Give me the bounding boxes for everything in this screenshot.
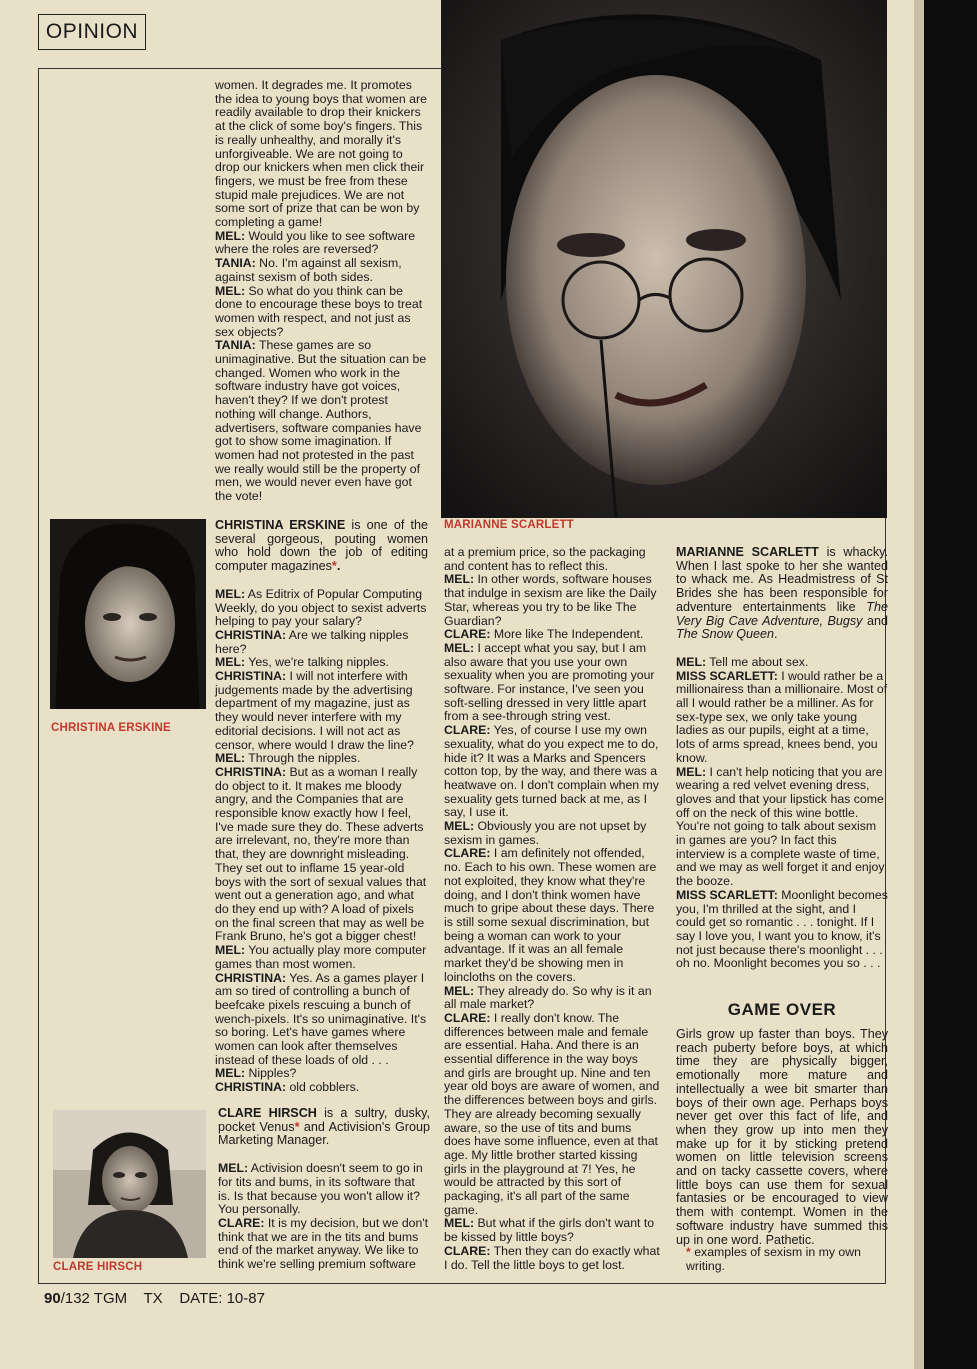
dialogue-line: MEL: Activision doesn't seem to go in for tits and bums, in its software that is. Is that because you won't allow it? You personally. bbox=[218, 1161, 423, 1217]
col1-top-text bbox=[215, 79, 428, 504]
dialogue-line: CLARE: Yes, of course I use my own sexuality, what do you expect me to do, hide it? It was a Marks and Spencers cotton top, by the way, and there was a heatwave on. I don't complain when my sexuality gets turned back at me, as I say, I use it. bbox=[444, 723, 659, 820]
dialogue-line: MEL: Tell me about sex. bbox=[676, 654, 809, 669]
dialogue-line: MEL: I accept what you say, but I am also aware that you use your own sexuality when you are promoting your software. For instance, I've seen you soft-selling dressed in very little apart from a see-through string vest. bbox=[444, 640, 655, 724]
christina-interview bbox=[215, 519, 428, 1095]
clare-photo bbox=[53, 1110, 206, 1258]
dialogue-line: TANIA: These games are so unimaginative. But the situation can be changed. Women who work in the software industry have got voices, haven't they? If we don't protest nothing will change. Authors, advertisers, software companies have got to show some imagination. If women had not protested in the past we really would still be the property of men, we would never even have got the vote! bbox=[215, 338, 427, 504]
clare-intro: CLARE HIRSCH is a sultry, dusky, pocket Venus* and Activision's Group Marketing Manager. bbox=[218, 1106, 431, 1148]
paragraph: women. It degrades me. It promotes the idea to young boys that women are readily available to drop their knickers at the click of some boy's fingers. This is really unhealthy, and morally it's unforgiveable. We are not going to drop our knickers when men click their fingers, we must be free from these stupid male prejudices. We are not some sort of prize that can be won by completing a game! bbox=[215, 78, 427, 230]
dialogue-line: MEL: I can't help noticing that you are wearing a red velvet evening dress, gloves and that your lipstick has come off on the neck of this wine bottle. You're not going to talk about sexism in games are you? In fact this interview is a complete waste of time, and we may as well forget it and enjoy the booze. bbox=[676, 764, 885, 889]
marianne-photo bbox=[441, 0, 887, 518]
dialogue-line: MEL: Would you like to see software where the roles are reversed? bbox=[215, 228, 416, 257]
footer-info: /132 TGM TX DATE: 10-87 bbox=[60, 1290, 265, 1307]
dialogue-line: MISS SCARLETT: I would rather be a millionairess than a millionaire. Most of all I would rather be a milliner. As for sex-type sex, we only take young ladies as our pupils, eight at a time, lots of arms spread, knees bend, you know. bbox=[676, 668, 888, 765]
dialogue-line: MEL: Yes, we're talking nipples. bbox=[215, 655, 389, 670]
dialogue-line: MEL: In other words, software houses that indulge in sexism are like the Daily Star, whereas you try to be like The Guardian? bbox=[444, 572, 657, 628]
christina-caption: CHRISTINA ERSKINE bbox=[51, 722, 171, 734]
clare-portrait-image bbox=[53, 1110, 206, 1258]
dialogue-line: MISS SCARLETT: Moonlight becomes you, I'm thrilled at the sight, and I could get so romantic . . . tonight. If I say I love you, I want you to know, it's not just because there's moonlight . . . oh no. Moonlight becomes you so . . . bbox=[676, 887, 888, 971]
clare-interview bbox=[218, 1107, 430, 1272]
page-number: 90 bbox=[44, 1290, 61, 1307]
dialogue-line: CLARE: More like The Independent. bbox=[444, 627, 644, 642]
dialogue-line: MEL: They already do. So why is it an all male market? bbox=[444, 983, 652, 1012]
dialogue-line: TANIA: No. I'm against all sexism, against sexism of both sides. bbox=[215, 256, 402, 284]
dialogue-line: CHRISTINA: Are we talking nipples here? bbox=[215, 627, 409, 656]
col3-text bbox=[444, 546, 660, 1272]
dialogue-line: CLARE: Then they can do exactly what I do. Tell the little boys to get lost. bbox=[444, 1243, 660, 1272]
footnote: * examples of sexism in my own writing. bbox=[686, 1245, 861, 1273]
dialogue-line: CHRISTINA: I will not interfere with judgements made by the advertising department of my magazine, just as they would never interfere with my editorial decisions. I will not act as censor, where would I draw the line? bbox=[215, 669, 414, 752]
game-over-text: Girls grow up faster than boys. They reach puberty before boys, at which time they are physically bigger, emotionally more mature and intellectually a wee bit smarter than boys of their own age. Perhaps boys never get over this fact of life, and when they grow up into men they make up for it by sticking pretend women on little television screens and on tacky cassette covers, where little boys can use them for sexual fantasies or be encouraged to view them with contempt. Women in the software industry have summed this up in one word. Pathetic. bbox=[676, 1027, 888, 1247]
christina-photo bbox=[50, 519, 206, 718]
dialogue-line: CLARE: I am definitely not offended, no. Each to his own. These women are not exploited, they know what they're doing, and I don't think women have much to gripe about these days. There is still some sexual discrimination, but being a woman can work to your advantage. If it was an all female market they'd be showing men in loincloths on the covers. bbox=[444, 846, 657, 984]
dialogue-line: CLARE: I really don't know. The differences between male and female are essential. Haha. And there is an essential difference in the way boys and girls are brought up. Nine and ten year old boys are aware of women, and the differences between boys and girls. They are already becoming sexually aware, so the use of tits and bums does have some influence, even at that age. My little brother started kissing girls in the playground at 7! Yes, he would be attracted by this sort of packaging, it's all part of the same game. bbox=[444, 1010, 660, 1217]
game-over-heading: GAME OVER bbox=[727, 1000, 837, 1019]
christina-portrait-image bbox=[50, 519, 206, 718]
dialogue-line: CLARE: It is my decision, but we don't think that we are in the tits and bums end of the market anyway. We like to think we're selling premium software bbox=[218, 1215, 429, 1272]
marianne-intro: MARIANNE SCARLETT is whacky. When I last spoke to her she wanted to whack me. As Headmistress of St Brides she has been responsible for adventure entertainments like The Very Big Cave Adventure, Bugsy and The Snow Queen. bbox=[676, 545, 888, 642]
dialogue-line: MEL: Obviously you are not upset by sexism in games. bbox=[444, 819, 647, 847]
magazine-spine bbox=[924, 0, 977, 1369]
dialogue-line: MEL: But what if the girls don't want to be kissed by little boys? bbox=[444, 1216, 655, 1245]
marianne-portrait-image bbox=[441, 0, 887, 518]
marianne-interview bbox=[676, 546, 888, 971]
marianne-caption: MARIANNE SCARLETT bbox=[444, 519, 574, 531]
page-footer bbox=[44, 1290, 265, 1307]
dialogue-line: CHRISTINA: But as a woman I really do object to it. It makes me bloody angry, and the Companies that are responsible know exactly how I feel, I've made sure they do. These adverts are irrelevant, no, they're more than that, they are downright misleading. They set out to inflame 15 year-old boys with the sort of sexual values that went out a generation ago, and what do they end up with? A load of pixels on the final screen that may as well be Frank Bruno, he's got a bigger chest! bbox=[215, 764, 427, 944]
christina-intro: CHRISTINA ERSKINE is one of the several gorgeous, pouting women who hold down the job of editing computer magazines*. bbox=[215, 518, 428, 574]
dialogue-line: MEL: So what do you think can be done to encourage these boys to treat women with respect, and not just as sex objects? bbox=[215, 283, 423, 339]
clare-caption: CLARE HIRSCH bbox=[53, 1261, 143, 1273]
dialogue-line: MEL: Nipples? bbox=[215, 1066, 297, 1081]
dialogue-line: CHRISTINA: old cobblers. bbox=[215, 1080, 360, 1095]
section-label: OPINION bbox=[38, 14, 146, 50]
dialogue-line: MEL: You actually play more computer games than most women. bbox=[215, 943, 427, 971]
dialogue-line: MEL: As Editrix of Popular Computing Weekly, do you object to sexist adverts helping to pay your salary? bbox=[215, 586, 427, 629]
dialogue-line: MEL: Through the nipples. bbox=[215, 751, 361, 766]
dialogue-line: at a premium price, so the packaging and content has to reflect this. bbox=[444, 545, 646, 573]
dialogue-line: CHRISTINA: Yes. As a games player I am so tired of controlling a bunch of beefcake pixels rescuing a bunch of wench-pixels. It's so unimaginative. It's so boring. Let's have games where women can look after themselves instead of these loads of old . . . bbox=[215, 970, 427, 1067]
